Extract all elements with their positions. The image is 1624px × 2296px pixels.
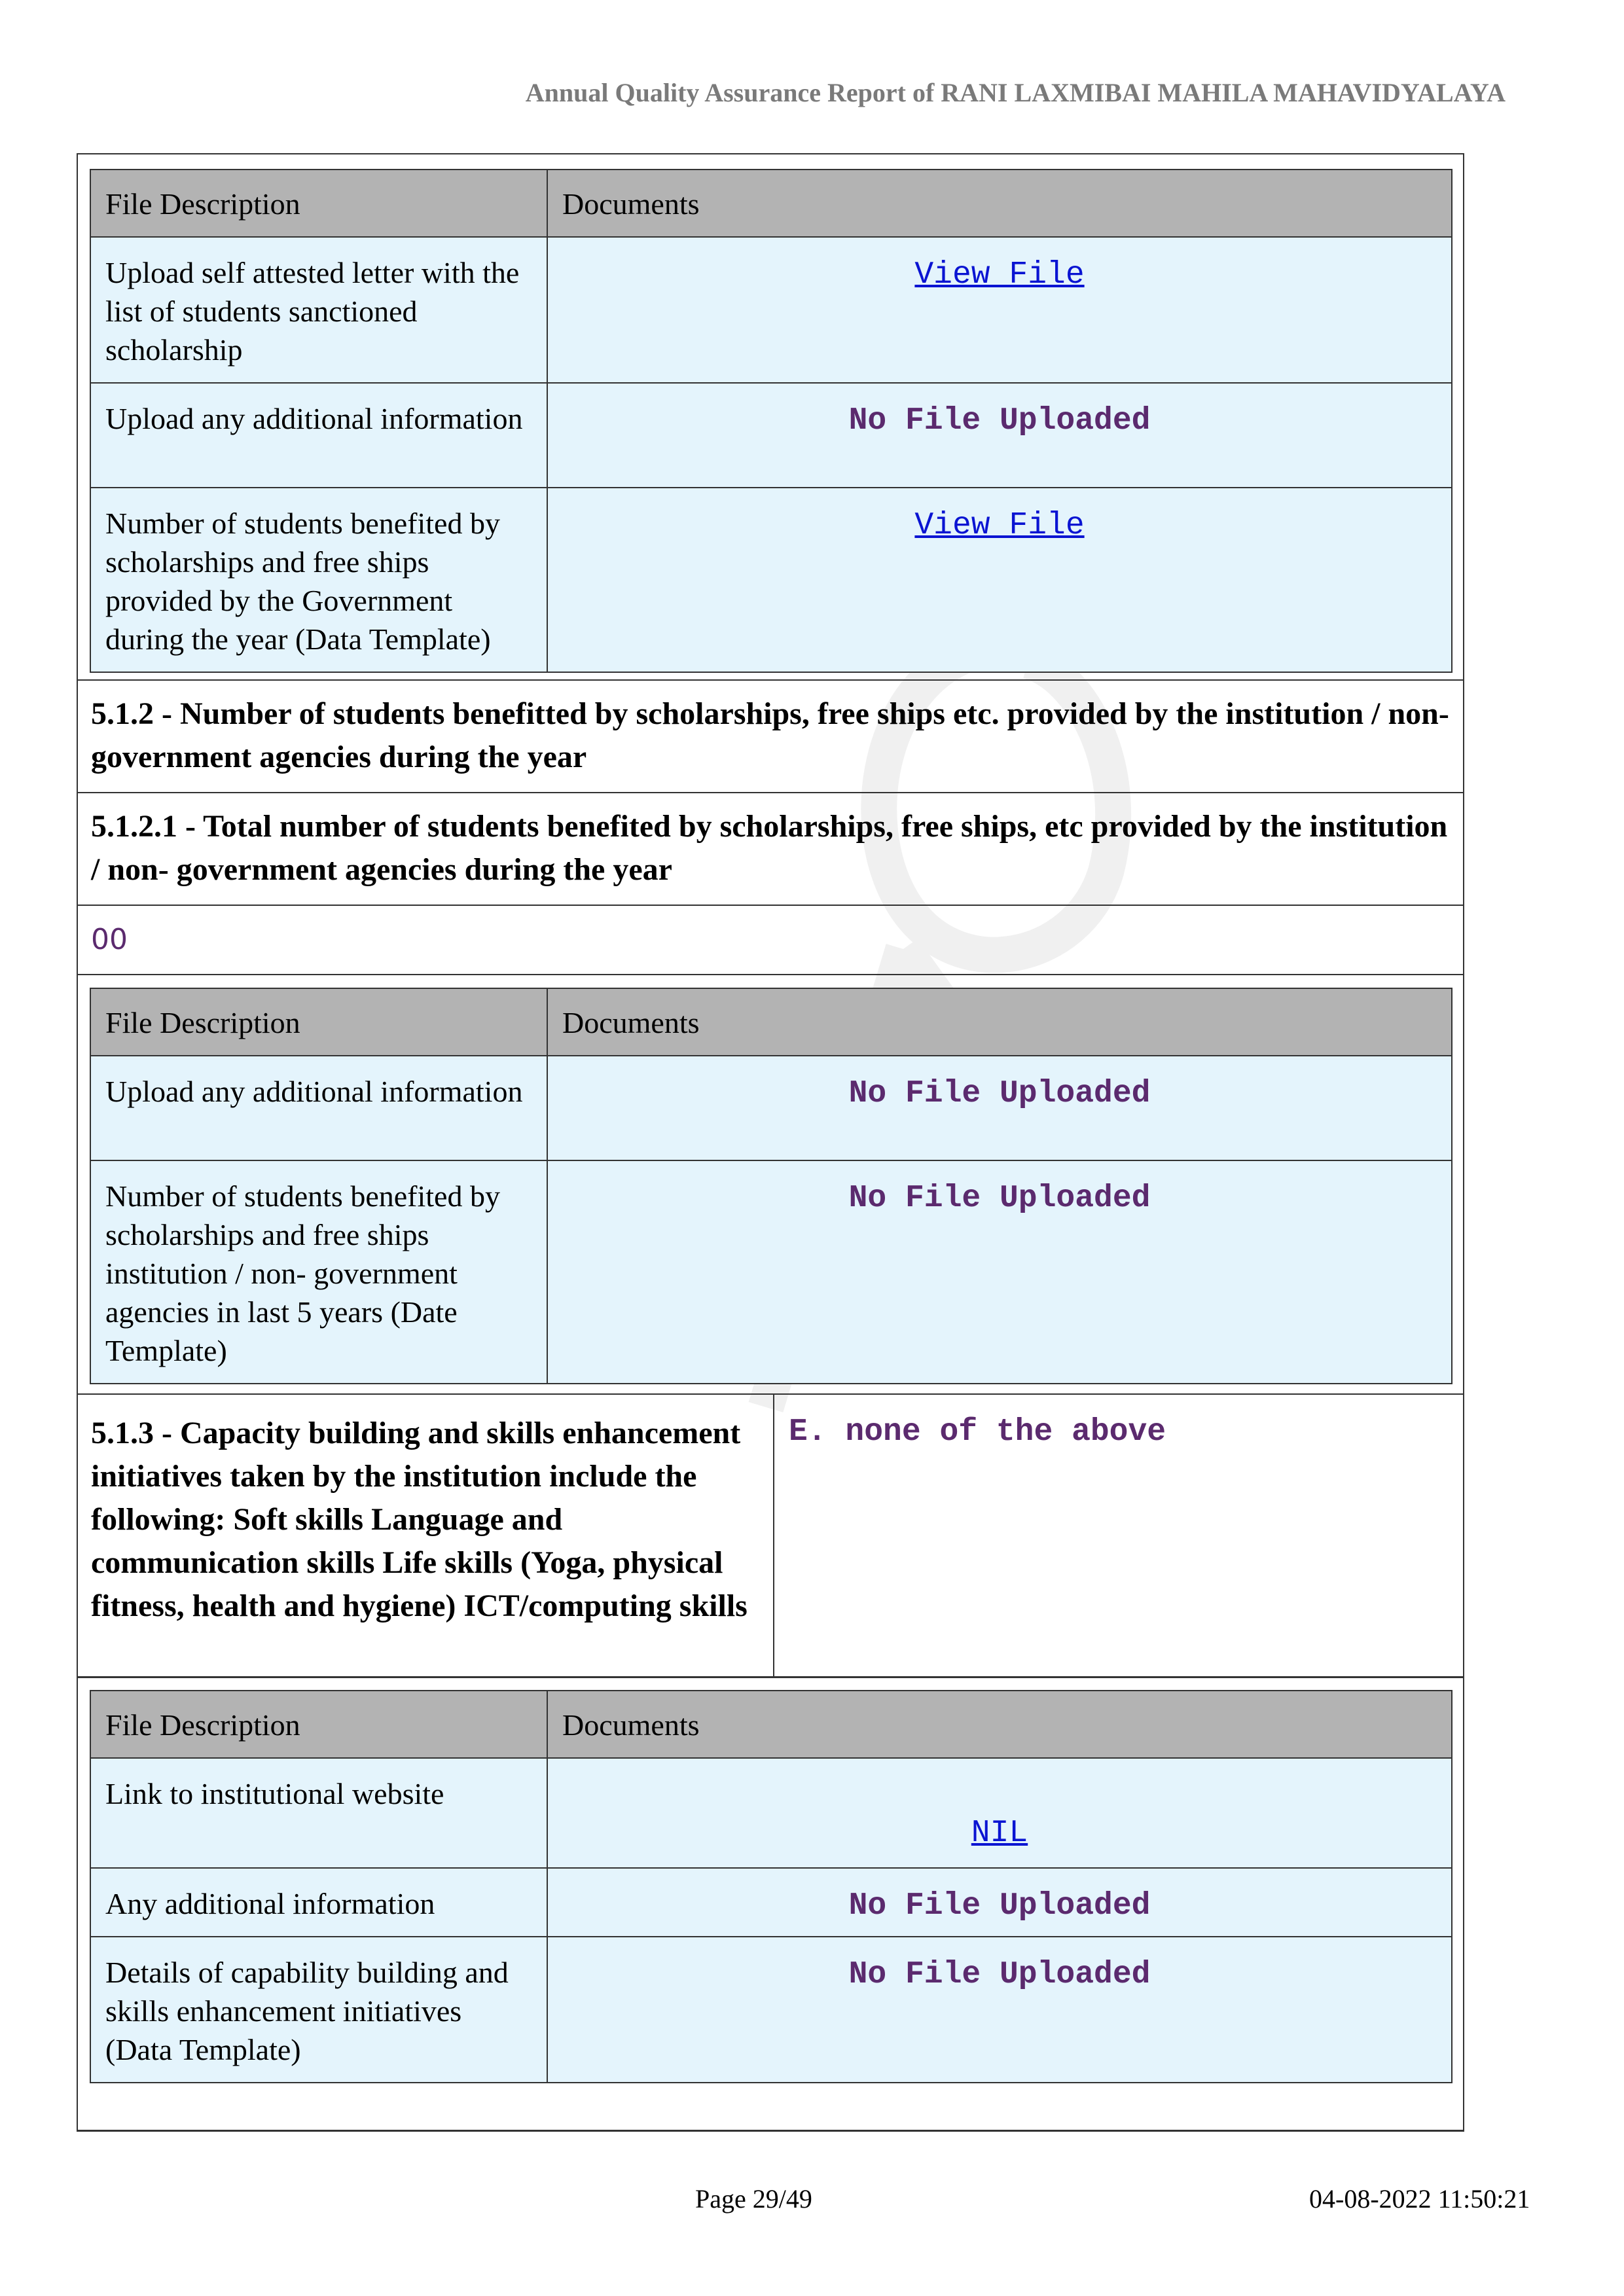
view-file-link[interactable]: View File (914, 508, 1085, 543)
table-row (90, 237, 1452, 383)
table-row (90, 1160, 1452, 1384)
col-header-file-description: File Description (90, 170, 547, 237)
report-header (0, 77, 1506, 108)
col-header-file-description: File Description (90, 1691, 547, 1758)
file-description: Upload self attested letter with the list of students sanctioned scholarship (90, 237, 547, 383)
file-description: Number of students benefited by scholarships and free ships institution / non- government agencies in last 5 years (Date Template) (90, 1160, 547, 1384)
table-header-row (90, 988, 1452, 1056)
file-table-scholarships-government (90, 169, 1453, 673)
view-file-link[interactable]: View File (914, 257, 1085, 293)
file-table-capacity-building (90, 1690, 1453, 2083)
section-5-1-3 (78, 1393, 1463, 1678)
section-answer: E. none of the above (789, 1414, 1166, 1450)
header-title-prefix: Annual Quality Assurance Report of (525, 78, 941, 107)
institutional-website-link[interactable]: NIL (971, 1816, 1028, 1851)
table-row (90, 1056, 1452, 1160)
section-title: 5.1.2 - Number of students benefitted by scholarships, free ships etc. provided by the institution / non- government agencies during the year (91, 696, 1449, 774)
col-header-documents: Documents (547, 1691, 1452, 1758)
section-5-1-2-1-value (78, 905, 1463, 975)
generated-timestamp: 04-08-2022 11:50:21 (1309, 2184, 1530, 2214)
file-description: Upload any additional information (90, 383, 547, 488)
metric-value: 00 (91, 923, 128, 956)
section-title: 5.1.2.1 - Total number of students benefited by scholarships, free ships, etc provided by the institution / non- government agencies during the year (91, 809, 1448, 887)
file-description: Link to institutional website (90, 1758, 547, 1868)
no-file-uploaded-status: No File Uploaded (848, 403, 1151, 439)
table-row (90, 488, 1452, 672)
no-file-uploaded-status: No File Uploaded (848, 1076, 1151, 1111)
table-row (90, 1868, 1452, 1937)
table-row (90, 1937, 1452, 2083)
no-file-uploaded-status: No File Uploaded (848, 1181, 1151, 1216)
file-description: Any additional information (90, 1868, 547, 1937)
file-description: Number of students benefited by scholarships and free ships provided by the Government during the year (Data Template) (90, 488, 547, 672)
table-header-row (90, 170, 1452, 237)
table-header-row (90, 1691, 1452, 1758)
page-number: Page 29/49 (695, 2184, 812, 2214)
table-row (90, 383, 1452, 488)
file-description: Details of capability building and skills enhancement initiatives (Data Template) (90, 1937, 547, 2083)
table-row (90, 1758, 1452, 1868)
file-table-scholarships-institution (90, 988, 1453, 1384)
file-description: Upload any additional information (90, 1056, 547, 1160)
section-title: 5.1.3 - Capacity building and skills enhancement initiatives taken by the institution include the following: Soft skills Language and communication skills Life skills (Yoga, physical fitness, health and hygiene) ICT/computing skills (78, 1395, 774, 1676)
section-5-1-2-1 (78, 792, 1463, 905)
header-institution: RANI LAXMIBAI MAHILA MAHAVIDYALAYA (941, 78, 1506, 107)
no-file-uploaded-status: No File Uploaded (848, 1957, 1151, 1992)
col-header-documents: Documents (547, 170, 1452, 237)
no-file-uploaded-status: No File Uploaded (848, 1888, 1151, 1924)
col-header-documents: Documents (547, 988, 1452, 1056)
col-header-file-description: File Description (90, 988, 547, 1056)
section-5-1-2 (78, 679, 1463, 792)
